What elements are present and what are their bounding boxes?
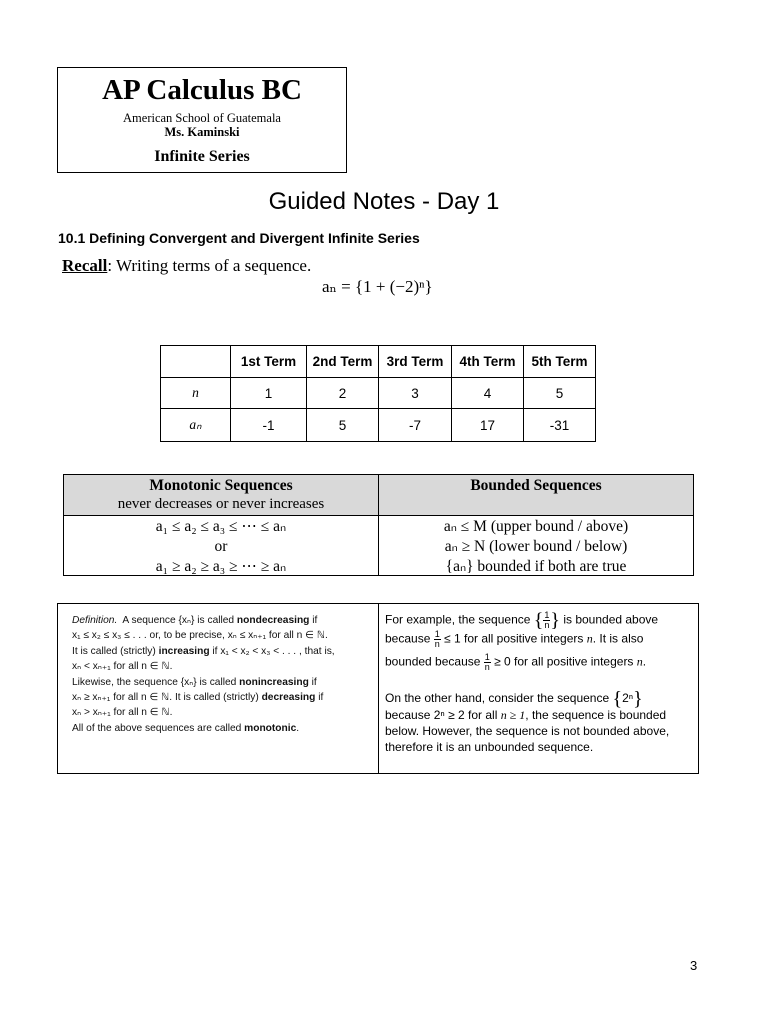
text-span: . bbox=[642, 654, 647, 669]
example-line bbox=[385, 687, 697, 710]
text-span: All of the above sequences are called bbox=[72, 722, 245, 734]
brace-open: { bbox=[612, 687, 623, 710]
table-cell: -1 bbox=[231, 409, 307, 442]
example-line: therefore it is an unbounded sequence. bbox=[385, 739, 594, 754]
text-span: ≤ 1 for all positive integers bbox=[440, 631, 587, 646]
definition-line: x₁ ≤ x₂ ≤ x₃ ≤ . . . or, to be precise, xₙ ≤ xₙ₊₁ for all n ∈ ℕ. bbox=[72, 630, 328, 642]
table-cell: 2 bbox=[307, 378, 379, 409]
text-span: bounded because bbox=[385, 654, 484, 669]
variable-n: n bbox=[636, 654, 643, 669]
page-title: Guided Notes - Day 1 bbox=[268, 188, 500, 215]
text-span: , the sequence is bounded bbox=[525, 707, 667, 722]
term-decreasing: decreasing bbox=[261, 692, 316, 704]
teacher-name: Ms. Kaminski bbox=[164, 125, 240, 139]
table-header-cell: 3rd Term bbox=[379, 346, 452, 378]
brace-open: { bbox=[533, 609, 544, 632]
table-header-cell: 2nd Term bbox=[307, 346, 379, 378]
definition-line bbox=[72, 613, 374, 628]
definition-line bbox=[72, 690, 374, 705]
monotonic-heading: Monotonic Sequences bbox=[149, 477, 293, 494]
fraction-numerator: 1 bbox=[544, 610, 550, 620]
table-header-row bbox=[161, 346, 596, 378]
example-line bbox=[385, 611, 697, 630]
table-cell: 4 bbox=[452, 378, 524, 409]
definition-intro: Definition. bbox=[72, 615, 118, 626]
term-monotonic: monotonic bbox=[244, 722, 297, 734]
text-span: A sequence {xₙ} is called bbox=[122, 615, 237, 626]
fraction-denominator: n bbox=[544, 620, 550, 630]
fraction bbox=[434, 630, 441, 649]
recall-label: Recall bbox=[62, 256, 108, 275]
example-line bbox=[385, 707, 697, 723]
section-heading: 10.1 Defining Convergent and Divergent Infinite Series bbox=[58, 230, 420, 246]
text-span: if bbox=[308, 676, 317, 688]
math-line: {aₙ} bounded if both are true bbox=[445, 558, 627, 575]
math-line: aₙ ≤ M (upper bound / above) bbox=[443, 518, 629, 535]
text-span: For example, the sequence bbox=[385, 612, 534, 627]
term-nonincreasing: nonincreasing bbox=[239, 676, 309, 688]
table-row bbox=[161, 378, 596, 409]
fraction-denominator: n bbox=[484, 662, 490, 672]
fraction-denominator: n bbox=[434, 639, 440, 649]
example-line: below. However, the sequence is not bounded above, bbox=[385, 723, 670, 738]
table-row bbox=[161, 409, 596, 442]
monotonic-content bbox=[64, 517, 378, 577]
example-line bbox=[385, 630, 697, 649]
definition-line: xₙ > xₙ₊₁ for all n ∈ ℕ. bbox=[72, 707, 173, 719]
recall-line bbox=[62, 256, 311, 276]
table-cell: 3 bbox=[379, 378, 452, 409]
term-increasing: increasing bbox=[158, 645, 210, 657]
table-header-cell bbox=[161, 346, 231, 378]
table-header-cell: 5th Term bbox=[524, 346, 596, 378]
definition-line bbox=[72, 644, 374, 659]
definition-line bbox=[72, 721, 374, 736]
brace-close: } bbox=[550, 609, 560, 632]
math-line: aₙ ≥ N (lower bound / below) bbox=[444, 538, 628, 555]
header-box bbox=[57, 67, 347, 173]
text-span: It is called (strictly) bbox=[72, 645, 159, 657]
examples-text bbox=[385, 611, 697, 755]
variable-n: n bbox=[586, 631, 593, 646]
table-header-cell: 4th Term bbox=[452, 346, 524, 378]
definition-line bbox=[72, 675, 374, 690]
definition-line: xₙ < xₙ₊₁ for all n ∈ ℕ. bbox=[72, 661, 173, 673]
bounded-content bbox=[379, 517, 693, 577]
fraction-numerator: 1 bbox=[434, 629, 440, 639]
fraction-numerator: 1 bbox=[484, 652, 490, 662]
school-name: American School of Guatemala bbox=[123, 111, 281, 125]
row-label: n bbox=[161, 378, 231, 409]
recall-text: : Writing terms of a sequence. bbox=[107, 256, 312, 275]
table-cell: 1 bbox=[231, 378, 307, 409]
power-sequence: 2ⁿ bbox=[622, 691, 634, 705]
brace-close: } bbox=[633, 687, 643, 710]
example-line bbox=[385, 653, 697, 672]
row-label: aₙ bbox=[161, 409, 231, 442]
text-span: On the other hand, consider the sequence bbox=[385, 691, 613, 705]
bounded-heading: Bounded Sequences bbox=[470, 477, 602, 494]
term-nondecreasing: nondecreasing bbox=[236, 615, 310, 626]
text-span: because 2ⁿ ≥ 2 for all bbox=[385, 707, 501, 722]
text-span: if bbox=[309, 615, 318, 626]
definition-text bbox=[72, 613, 374, 736]
table-cell: 5 bbox=[307, 409, 379, 442]
table-cell: -7 bbox=[379, 409, 452, 442]
text-span: . bbox=[296, 722, 300, 734]
monotonic-subheading: never decreases or never increases bbox=[117, 496, 325, 512]
text-span: . It is also bbox=[592, 631, 644, 646]
math-line: or bbox=[214, 538, 228, 555]
sequences-table bbox=[63, 474, 694, 576]
definition-table bbox=[57, 603, 699, 774]
math-line: a₁ ≥ a₂ ≥ a₃ ≥ ⋯ ≥ aₙ bbox=[155, 558, 287, 575]
terms-table bbox=[160, 345, 596, 442]
unit-title: Infinite Series bbox=[154, 148, 250, 165]
column-divider bbox=[378, 604, 379, 773]
text-span: Likewise, the sequence {xₙ} is called bbox=[72, 676, 240, 688]
table-cell: -31 bbox=[524, 409, 596, 442]
condition-n: n ≥ 1 bbox=[500, 707, 526, 722]
sequence-formula: aₙ = {1 + (−2)ⁿ} bbox=[322, 277, 433, 296]
table-cell: 5 bbox=[524, 378, 596, 409]
table-cell: 17 bbox=[452, 409, 524, 442]
text-span: is bounded above bbox=[560, 612, 659, 627]
math-line: a₁ ≤ a₂ ≤ a₃ ≤ ⋯ ≤ aₙ bbox=[155, 518, 287, 535]
fraction bbox=[484, 653, 491, 672]
text-span: because bbox=[385, 631, 434, 646]
course-title: AP Calculus BC bbox=[102, 74, 302, 106]
text-span: ≥ 0 for all positive integers bbox=[490, 654, 637, 669]
text-span: if bbox=[315, 692, 324, 704]
text-span: xₙ ≥ xₙ₊₁ for all n ∈ ℕ. It is called (strictly) bbox=[72, 692, 262, 704]
text-span: if x₁ < x₂ < x₃ < . . . , that is, bbox=[209, 645, 335, 657]
page-number: 3 bbox=[690, 958, 698, 973]
table-header-cell: 1st Term bbox=[231, 346, 307, 378]
